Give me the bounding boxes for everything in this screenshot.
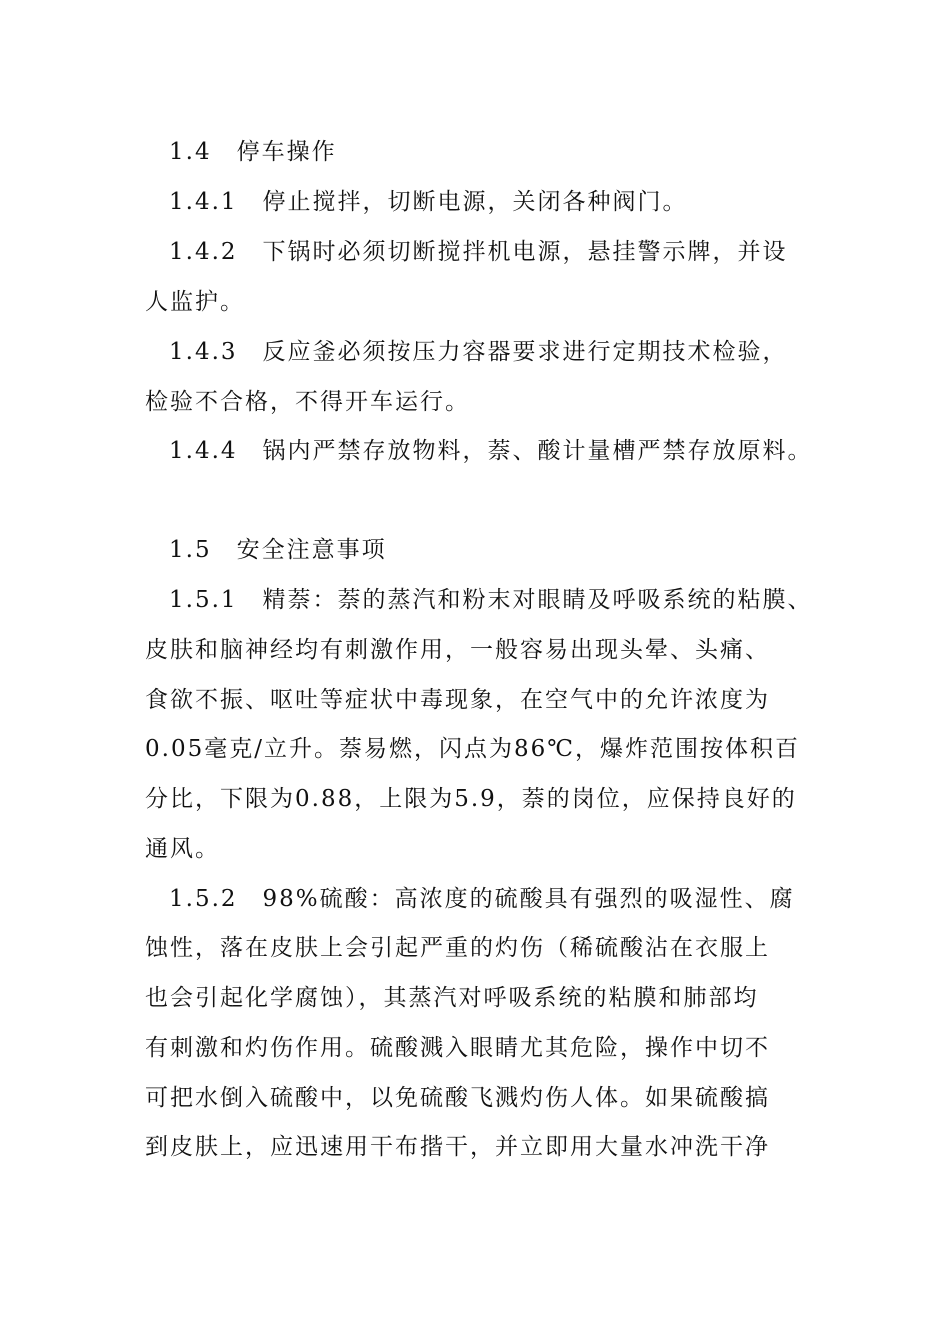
paragraph-line: 1.4.1 停止搅拌，切断电源，关闭各种阀门。 — [169, 189, 688, 215]
paragraph-line: 1.4.2 下锅时必须切断搅拌机电源，悬挂警示牌，并设 — [169, 239, 788, 265]
paragraph-line: 皮肤和脑神经均有刺激作用，一般容易出现头晕、头痛、 — [145, 637, 770, 663]
paragraph-line: 分比，下限为0.88，上限为5.9，萘的岗位，应保持良好的 — [145, 786, 797, 812]
paragraph-line: 1.5.2 98%硫酸：高浓度的硫酸具有强烈的吸湿性、腐 — [169, 886, 795, 912]
paragraph-line: 通风。 — [145, 836, 220, 862]
paragraph-line: 到皮肤上，应迅速用干布揩干，并立即用大量水冲洗干净 — [145, 1134, 770, 1160]
section-heading: 1.5 安全注意事项 — [169, 537, 387, 563]
paragraph-line: 可把水倒入硫酸中，以免硫酸飞溅灼伤人体。如果硫酸搞 — [145, 1085, 770, 1111]
paragraph-line: 人监护。 — [145, 289, 245, 315]
paragraph-line: 1.4.4 锅内严禁存放物料，萘、酸计量槽严禁存放原料。 — [169, 438, 813, 464]
paragraph-line: 蚀性，落在皮肤上会引起严重的灼伤（稀硫酸沾在衣服上 — [145, 935, 770, 961]
section-heading: 1.4 停车操作 — [169, 139, 337, 165]
paragraph-line: 有刺激和灼伤作用。硫酸溅入眼睛尤其危险，操作中切不 — [145, 1035, 770, 1061]
paragraph-line: 1.5.1 精萘：萘的蒸汽和粉末对眼睛及呼吸系统的粘膜、 — [169, 587, 813, 613]
paragraph-line: 也会引起化学腐蚀），其蒸汽对呼吸系统的粘膜和肺部均 — [145, 985, 759, 1011]
paragraph-line: 0.05毫克/立升。萘易燃，闪点为86℃，爆炸范围按体积百 — [145, 736, 800, 762]
paragraph-line: 1.4.3 反应釜必须按压力容器要求进行定期技术检验， — [169, 339, 788, 365]
paragraph-line: 食欲不振、呕吐等症状中毒现象，在空气中的允许浓度为 — [145, 687, 770, 713]
paragraph-line: 检验不合格，不得开车运行。 — [145, 389, 470, 415]
